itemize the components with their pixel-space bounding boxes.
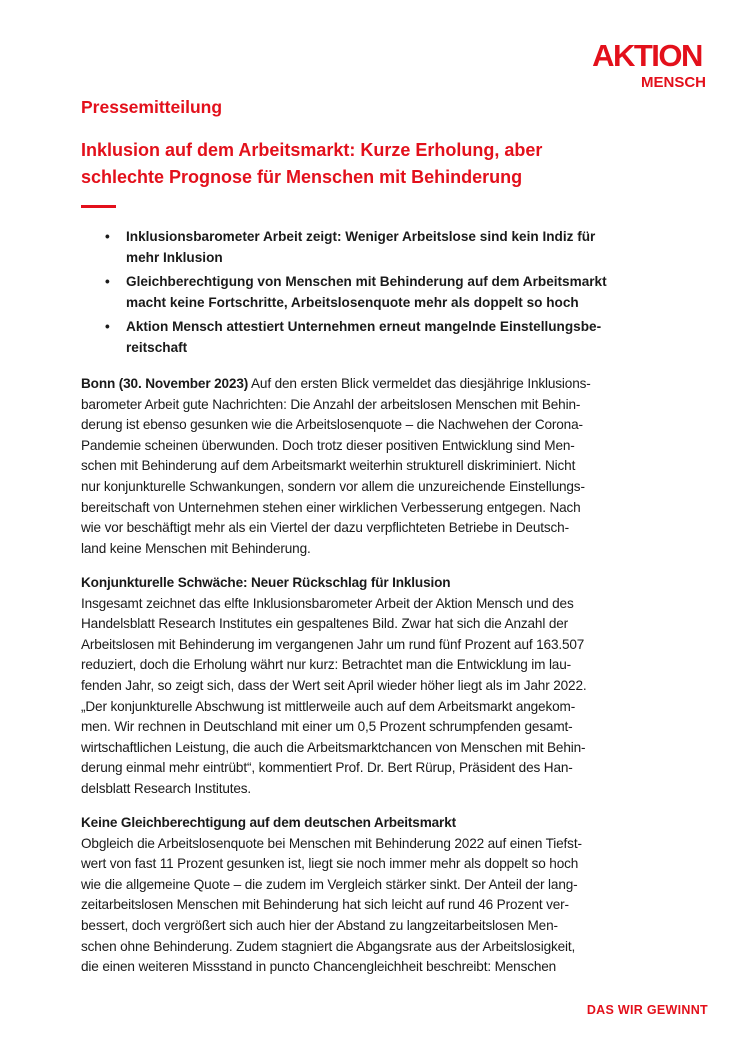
text-line: wie die allgemeine Quote – die zudem im Vergleich stärker sinkt. Der Anteil der lang- [81,876,578,892]
bullet-item [105,226,607,268]
text-line: schen mit Behinderung auf dem Arbeitsmarkt weiterhin strukturell diskriminiert. Nicht [81,458,576,474]
text-line [81,374,591,395]
kicker-label: Pressemitteilung [81,97,223,117]
section-equality [81,813,582,978]
text-line: derung einmal mehr eintrübt“, kommentiert Prof. Dr. Bert Rürup, Präsident des Han- [81,760,573,776]
bullet-line: Gleichberechtigung von Menschen mit Behinderung auf dem Arbeitsmarkt [126,274,607,289]
bullet-line: mehr Inklusion [126,250,223,265]
text-span: Auf den ersten Blick vermeldet das diesjährige Inklusions- [248,376,591,391]
bullet-line: macht keine Fortschritte, Arbeitslosenquote mehr als doppelt so hoch [126,295,579,310]
text-line: Pandemie scheinen überwunden. Doch trotz dieser positiven Entwicklung sind Men- [81,437,575,453]
text-line: reduziert, doch die Erholung währt nur kurz: Betrachtet man die Entwicklung im lau- [81,657,572,673]
summary-bullets [105,226,607,361]
section-economy [81,573,587,800]
bullet-icon: • [105,274,110,289]
text-line: fenden Jahr, so zeigt sich, dass der Wert seit April wieder höher liegt als im Jahr 2022. [81,677,587,693]
bullet-item [105,271,607,313]
text-line: barometer Arbeit gute Nachrichten: Die Anzahl der arbeitslosen Menschen mit Behin- [81,396,581,412]
bullet-line: Aktion Mensch attestiert Unternehmen erneut mangelnde Einstellungsbe- [126,319,602,334]
headline-line: schlechte Prognose für Menschen mit Behinderung [81,167,523,187]
divider [81,205,116,208]
text-line: bereitschaft von Unternehmen stehen einer wirklichen Verbesserung entgegen. Nach [81,499,581,515]
page-title [81,137,542,191]
section-heading: Konjunkturelle Schwäche: Neuer Rückschlag für Inklusion [81,575,451,590]
aktion-mensch-logo [584,38,710,90]
svg-text:MENSCH: MENSCH [640,74,706,90]
text-line: Obgleich die Arbeitslosenquote bei Menschen mit Behinderung 2022 auf einen Tiefst- [81,835,582,851]
text-line: „Der konjunkturelle Abschwung ist mittlerweile auch auf dem Arbeitsmarkt angekom- [81,698,576,714]
text-line: die einen weiteren Missstand in puncto Chancengleichheit beschreibt: Menschen [81,959,557,975]
text-line: Insgesamt zeichnet das elfte Inklusionsbarometer Arbeit der Aktion Mensch und des [81,595,574,611]
dateline: Bonn (30. November 2023) [81,376,249,391]
text-line: wie vor beschäftigt mehr als ein Viertel der dazu verpflichteten Betriebe in Deutsch- [81,520,569,536]
text-line: schen ohne Behinderung. Zudem stagniert die Abgangsrate aus der Arbeitslosigkeit, [81,938,576,954]
bullet-line: Inklusionsbarometer Arbeit zeigt: Weniger Arbeitslose sind kein Indiz für [126,229,596,244]
bullet-icon: • [105,319,110,334]
text-line: nur konjunkturelle Schwankungen, sondern vor allem die unzureichende Einstellungs- [81,478,585,494]
text-line: men. Wir rechnen in Deutschland mit einer um 0,5 Prozent schrumpfenden gesamt- [81,719,573,735]
text-line: Handelsblatt Research Institutes ein gespaltenes Bild. Zwar hat sich die Anzahl der [81,616,569,632]
text-line: land keine Menschen mit Behinderung. [81,540,311,556]
bullet-icon: • [105,229,110,244]
footer-slogan: DAS WIR GEWINNT [586,1003,708,1017]
headline-line: Inklusion auf dem Arbeitsmarkt: Kurze Erholung, aber [81,140,543,160]
svg-text:AKTION: AKTION [592,38,702,73]
text-line: Arbeitslosen mit Behinderung im vergangenen Jahr um rund fünf Prozent auf 163.507 [81,636,585,652]
text-line: delsblatt Research Institutes. [81,780,252,796]
text-line: derung ist ebenso gesunken wie die Arbeitslosenquote – die Nachwehen der Corona- [81,417,583,433]
text-line: wirtschaftlichen Leistung, die auch die Arbeitsmarktchancen von Menschen mit Behin- [81,739,586,755]
text-line: bessert, doch vergrößert sich auch hier der Abstand zu langzeitarbeitslosen Men- [81,917,558,933]
text-line: zeitarbeitslosen Menschen mit Behinderung hat sich leicht auf rund 46 Prozent ver- [81,897,569,913]
bullet-line: reitschaft [126,340,188,355]
text-line: wert von fast 11 Prozent gesunken ist, liegt sie noch immer mehr als doppelt so hoch [81,856,579,872]
intro-paragraph [81,374,591,559]
bullet-item [105,316,607,358]
section-heading: Keine Gleichberechtigung auf dem deutschen Arbeitsmarkt [81,815,456,830]
